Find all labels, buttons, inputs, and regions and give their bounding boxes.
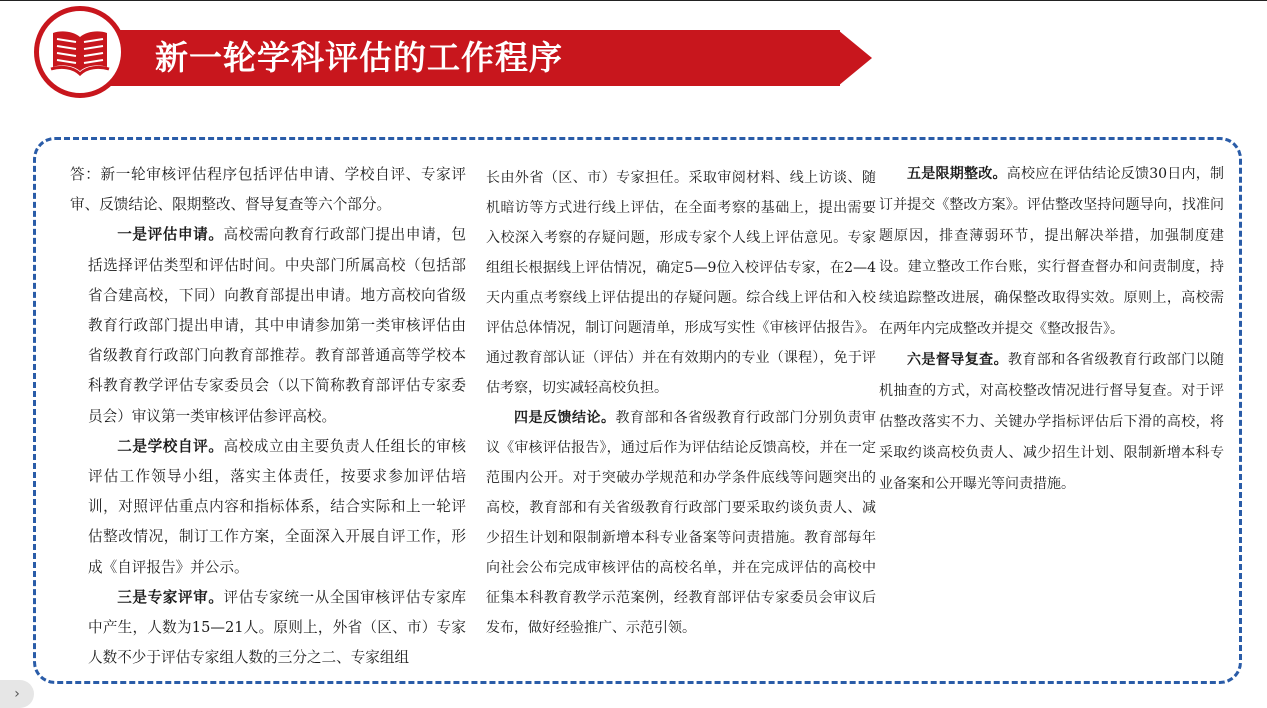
section-4-text: 教育部和各省级教育行政部门分别负责审议《审核评估报告》，通过后作为评估结论反馈高校，并在一定范围内公开。对于突破办学规范和办学条件底线等问题突出的高校，教育部和有关省级教育行政部门要采取约谈负责人、减少招生计划和限制新增本科专业备案等问责措施。教育部每年向社会公布完成审核评估的高校名单，并在完成评估的高校中征集本科教育教学示范案例，经教育部评估专家委员会审议后发布，做好经验推广、示范引领。 (486, 410, 876, 636)
section-2-paragraph (70, 432, 466, 583)
section-6-text: 教育部和各省级教育行政部门以随机抽查的方式，对高校整改情况进行督导复查。对于评估整改落实不力、关键办学指标评估后下滑的高校，将采取约谈高校负责人、减少招生计划、限制新增本科专业备案和公开曝光等问责措施。 (879, 352, 1224, 492)
logo-badge (34, 6, 126, 98)
top-divider (0, 0, 1267, 1)
section-5-paragraph (879, 159, 1224, 345)
section-3-paragraph (70, 583, 466, 674)
section-5-heading: 五是限期整改。 (907, 166, 1007, 182)
section-2-text: 高校成立由主要负责人任组长的审核评估工作领导小组，落实主体责任，按要求参加评估培训，对照评估重点内容和指标体系，结合实际和上一轮评估整改情况，制订工作方案，全面深入开展自评工作，形成《自评报告》并公示。 (88, 437, 466, 576)
section-2-heading: 二是学校自评。 (117, 437, 224, 455)
section-1-paragraph (70, 220, 466, 431)
section-3-text: 评估专家统一从全国审核评估专家库中产生，人数为15—21人。原则上，外省（区、市）专家人数不少于评估专家组人数的三分之二、专家组组 (88, 588, 466, 667)
text-column-2 (486, 163, 876, 643)
chevron-right-icon[interactable]: › (0, 680, 34, 708)
section-5-text: 高校应在评估结论反馈30日内，制订并提交《整改方案》。评估整改坚持问题导向，找准问题原因，排查薄弱环节，提出解决举措，加强制度建设。建立整改工作台账，实行督查督办和问责制度，持续追踪整改进展，确保整改取得实效。原则上，高校需在两年内完成整改并提交《整改报告》。 (879, 166, 1224, 337)
section-1-heading: 一是评估申请。 (117, 226, 224, 244)
page-title: 新一轮学科评估的工作程序 (155, 38, 563, 77)
intro-paragraph: 答：新一轮审核评估程序包括评估申请、学校自评、专家评审、反馈结论、限期整改、督导复查等六个部分。 (70, 166, 466, 214)
text-column-3 (879, 159, 1224, 500)
text-column-1 (70, 160, 466, 673)
section-3-heading: 三是专家评审。 (117, 588, 224, 606)
banner-arrow (838, 30, 872, 86)
section-1-text: 高校需向教育行政部门提出申请，包括选择评估类型和评估时间。中央部门所属高校（包括部省合建高校，下同）向教育部提出申请。地方高校向省级教育行政部门提出申请，其中申请参加第一类审核评估由省级教育行政部门向教育部推荐。教育部普通高等学校本科教育教学评估专家委员会（以下简称教育部评估专家委员会）审议第一类审核评估参评高校。 (88, 226, 466, 425)
section-3-continuation: 长由外省（区、市）专家担任。采取审阅材料、线上访谈、随机暗访等方式进行线上评估，在全面考察的基础上，提出需要入校深入考察的存疑问题，形成专家个人线上评估意见。专家组组长根据线上评估情况，确定5—9位入校评估专家，在2—4天内重点考察线上评估提出的存疑问题。综合线上评估和入校评估总体情况，制订问题清单，形成写实性《审核评估报告》。通过教育部认证（评估）并在有效期内的专业（课程），免于评估考察，切实减轻高校负担。 (486, 170, 876, 396)
section-4-paragraph (486, 403, 876, 643)
section-4-heading: 四是反馈结论。 (514, 410, 616, 426)
section-6-paragraph (879, 345, 1224, 500)
section-6-heading: 六是督导复查。 (907, 352, 1008, 368)
open-book-icon (49, 23, 111, 81)
